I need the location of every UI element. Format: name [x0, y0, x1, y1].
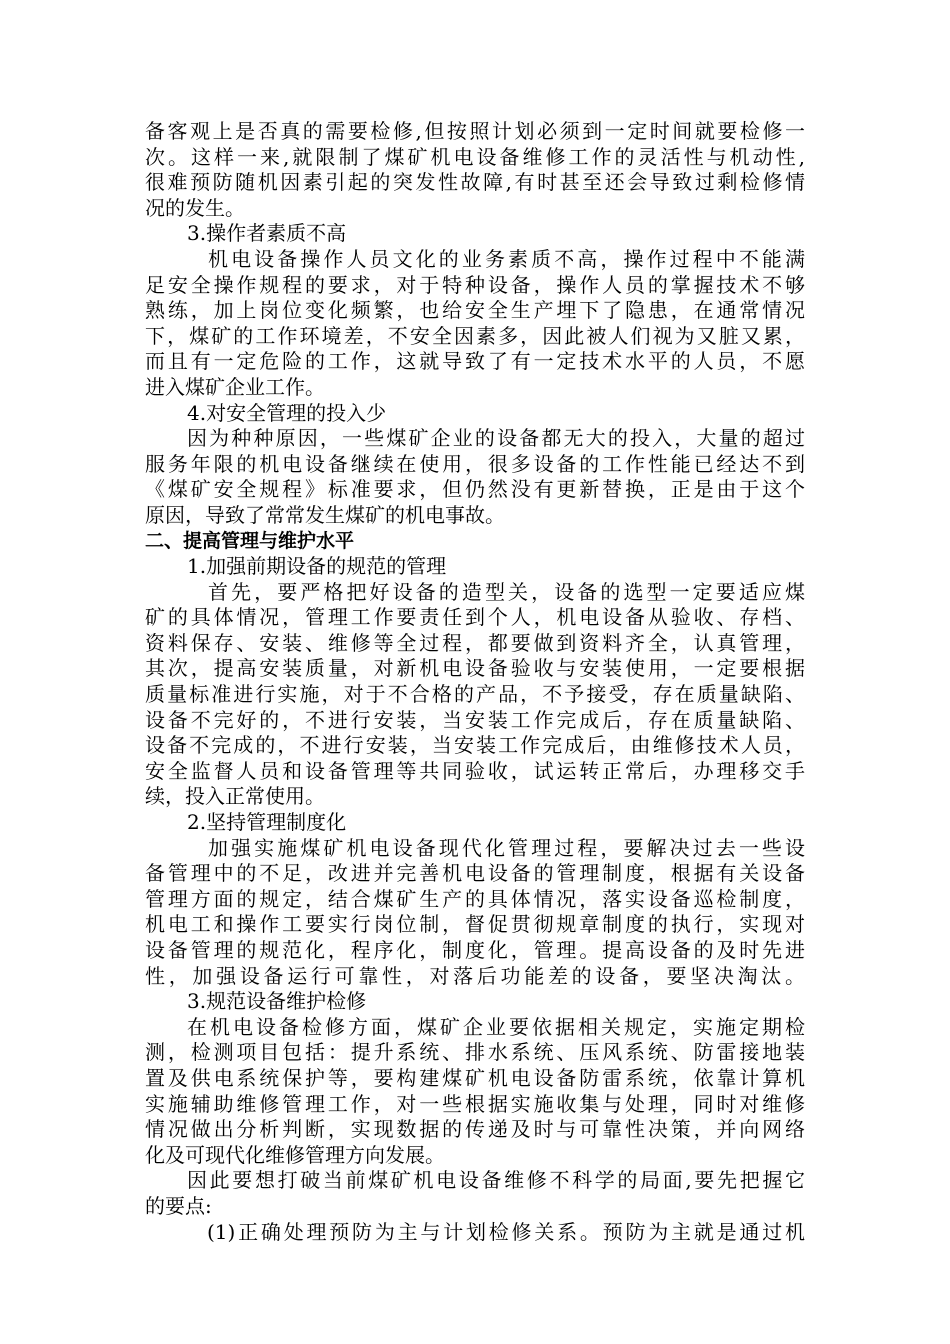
subheading: 3.操作者素质不高: [187, 221, 347, 246]
paragraph-line: 机电设备操作人员文化的业务素质不高，操作过程中不能满: [208, 246, 805, 271]
document-body: [145, 119, 805, 1245]
paragraph-line: 设备不完成的，不进行安装，当安装工作完成后，由维修技术人员，: [145, 733, 805, 758]
paragraph-line: 首先，要严格把好设备的造型关，设备的选型一定要适应煤: [208, 579, 805, 604]
paragraph-line: 设备不完好的，不进行安装，当安装工作完成后，存在质量缺陷、: [145, 707, 805, 732]
subheading: 2.坚持管理制度化: [187, 810, 347, 835]
paragraph-line: 原因，导致了常常发生煤矿的机电事故。: [145, 502, 505, 527]
paragraph-line: 加强实施煤矿机电设备现代化管理过程，要解决过去一些设: [208, 835, 805, 860]
paragraph-line: 机电工和操作工要实行岗位制，督促贯彻规章制度的执行，实现对: [145, 912, 805, 937]
paragraph-line: 在机电设备检修方面，煤矿企业要依据相关规定，实施定期检: [187, 1014, 805, 1039]
paragraph-line: 次。这样一来,就限制了煤矿机电设备维修工作的灵活性与机动性,: [145, 144, 805, 169]
paragraph-line: 质量标准进行实施，对于不合格的产品，不予接受，存在质量缺陷、: [145, 682, 805, 707]
paragraph-line: 足安全操作规程的要求，对于特种设备，操作人员的掌握技术不够: [145, 272, 805, 297]
paragraph-line: 的要点:: [145, 1193, 212, 1218]
paragraph-line: 置及供电系统保护等，要构建煤矿机电设备防雷系统，依靠计算机: [145, 1065, 805, 1090]
paragraph-line: 因此要想打破当前煤矿机电设备维修不科学的局面,要先把握它: [187, 1168, 805, 1193]
paragraph-line: 下，煤矿的工作环境差，不安全因素多，因此被人们视为又脏又累，: [145, 323, 805, 348]
paragraph-line: 设备管理的规范化，程序化，制度化，管理。提高设备的及时先进: [145, 938, 805, 962]
subheading: 1.加强前期设备的规范的管理: [187, 554, 447, 579]
paragraph-line: 服务年限的机电设备继续在使用，很多设备的工作性能已经达不到: [145, 451, 805, 476]
paragraph-line: 性，加强设备运行可靠性，对落后功能差的设备，要坚决淘汰。: [145, 963, 805, 988]
paragraph-line: 管理方面的规定，结合煤矿生产的具体情况，落实设备巡检制度，: [145, 886, 805, 911]
subheading: 3.规范设备维护检修: [187, 989, 367, 1014]
subheading: 4.对安全管理的投入少: [187, 400, 387, 425]
paragraph-line: 情况做出分析判断，实现数据的传递及时与可靠性决策，并向网络: [145, 1117, 805, 1142]
paragraph-line: 因为种种原因，一些煤矿企业的设备都无大的投入，大量的超过: [187, 426, 805, 451]
paragraph-line: 资料保存、安装、维修等全过程，都要做到资料齐全，认真管理，: [145, 630, 805, 655]
paragraph-line: 而且有一定危险的工作，这就导致了有一定技术水平的人员，不愿: [145, 349, 805, 374]
paragraph-line: 《煤矿安全规程》标准要求，但仍然没有更新替换，正是由于这个: [145, 477, 805, 502]
paragraph-line: 续，投入正常使用。: [145, 784, 325, 809]
paragraph-line: 很难预防随机因素引起的突发性故障,有时甚至还会导致过剩检修情: [145, 170, 805, 195]
list-item: (1)正确处理预防为主与计划检修关系。预防为主就是通过机: [207, 1219, 805, 1244]
paragraph-line: 测，检测项目包括：提升系统、排水系统、压风系统、防雷接地装: [145, 1040, 805, 1065]
paragraph-line: 熟练，加上岗位变化频繁，也给安全生产埋下了隐患，在通常情况: [145, 298, 805, 323]
paragraph-line: 矿的具体情况，管理工作要责任到个人，机电设备从验收、存档、: [145, 605, 805, 630]
paragraph-line: 化及可现代化维修管理方向发展。: [145, 1142, 445, 1167]
paragraph-line: 实施辅助维修管理工作，对一些根据实施收集与处理，同时对维修: [145, 1091, 805, 1116]
paragraph-line: 备管理中的不足，改进并完善机电设备的管理制度，根据有关设备: [145, 861, 805, 886]
paragraph-line: 况的发生。: [145, 195, 245, 220]
section-heading: 二、提高管理与维护水平: [145, 529, 355, 552]
paragraph-line: 安全监督人员和设备管理等共同验收，试运转正常后，办理移交手: [145, 758, 805, 783]
paragraph-line: 进入煤矿企业工作。: [145, 374, 325, 399]
paragraph-line: 其次，提高安装质量，对新机电设备验收与安装使用，一定要根据: [145, 656, 805, 681]
paragraph-line: 备客观上是否真的需要检修,但按照计划必须到一定时间就要检修一: [145, 119, 805, 143]
